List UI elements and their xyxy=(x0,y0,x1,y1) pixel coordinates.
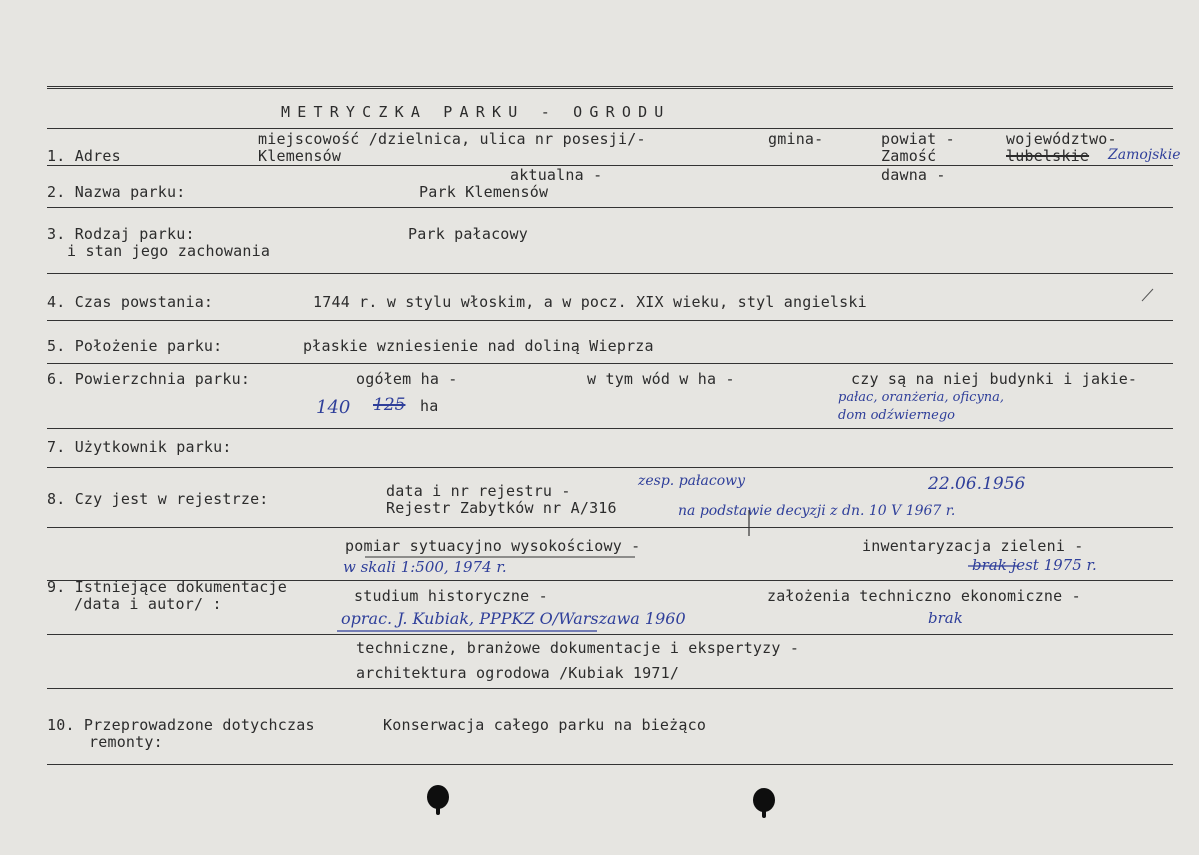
powiat-header: powiat - xyxy=(881,130,955,148)
row10-label: 10. Przeprowadzone dotychczas xyxy=(47,716,315,734)
water-area-header: w tym wód w ha - xyxy=(587,370,735,388)
park-type-value: Park pałacowy xyxy=(408,225,528,243)
row7-label: 7. Użytkownik parku: xyxy=(47,438,232,456)
study-header: studium historyczne - xyxy=(354,587,548,605)
row10-label-line2: remonty: xyxy=(89,733,163,751)
row4-label: 4. Czas powstania: xyxy=(47,293,214,311)
inventory-handwritten: brak jest 1975 r. xyxy=(972,556,1097,574)
registry-handwritten-date: 22.06.1956 xyxy=(928,474,1026,494)
location-value: płaskie wzniesienie nad doliną Wieprza xyxy=(303,337,654,355)
current-name-value: Park Klemensów xyxy=(419,183,549,201)
renovations-value: Konserwacja całego parku na bieżąco xyxy=(383,716,707,734)
row1-label: 1. Adres xyxy=(47,147,121,165)
buildings-handwritten-line1: pałac, oranżeria, oficyna, xyxy=(838,390,1005,405)
locality-header: miejscowość /dzielnica, ulica nr posesji/- xyxy=(258,130,646,148)
row9-label-line2: /data i autor/ : xyxy=(74,595,222,613)
econ-header: założenia techniczno ekonomiczne - xyxy=(767,587,1081,605)
rule-after-row4 xyxy=(47,320,1173,321)
powiat-value: Zamość xyxy=(881,147,937,165)
voivodeship-struck-value: lubelskie xyxy=(1006,147,1090,165)
inventory-strike xyxy=(968,562,1018,570)
survey-handwritten: w skali 1:500, 1974 r. xyxy=(343,558,507,576)
technical-docs-header: techniczne, branżowe dokumentacje i ekspertyzy - xyxy=(356,639,800,657)
row3-label: 3. Rodzaj parku: xyxy=(47,225,195,243)
bottom-rule xyxy=(47,764,1173,765)
rule-after-row8 xyxy=(47,527,1173,528)
top-rule xyxy=(47,86,1173,89)
buildings-header: czy są na niej budynki i jakie- xyxy=(851,370,1138,388)
former-name-header: dawna - xyxy=(881,166,946,184)
row5-label: 5. Położenie parku: xyxy=(47,337,223,355)
card-title: METRYCZKA PARKU - OGRODU xyxy=(281,103,671,121)
pen-stroke-mark xyxy=(1138,285,1158,305)
rule-row9-b xyxy=(47,634,1173,635)
pen-tick-mark xyxy=(744,508,754,538)
row9-label: 9. Istniejące dokumentacje xyxy=(47,578,287,596)
total-area-handwritten: 140 xyxy=(316,397,351,418)
gmina-header: gmina- xyxy=(768,130,824,148)
rule-after-row6 xyxy=(47,428,1173,429)
survey-underline xyxy=(365,553,635,561)
total-area-header: ogółem ha - xyxy=(356,370,458,388)
study-handwritten: oprac. J. Kubiak, PPPKZ O/Warszawa 1960 xyxy=(341,609,686,628)
creation-time-value: 1744 r. w stylu włoskim, a w pocz. XIX wieku, styl angielski xyxy=(313,293,867,311)
registry-value: Rejestr Zabytków nr A/316 xyxy=(386,499,617,517)
voivodeship-header: województwo- xyxy=(1006,130,1117,148)
voivodeship-handwritten: Zamojskie xyxy=(1108,147,1181,163)
locality-value: Klemensów xyxy=(258,147,342,165)
rule-after-row3 xyxy=(47,273,1173,274)
rule-after-row7 xyxy=(47,467,1173,468)
rule-after-row1 xyxy=(47,165,1173,166)
total-area-struck: 125 xyxy=(373,395,406,415)
rule-after-title xyxy=(47,128,1173,129)
punch-hole-left xyxy=(427,785,449,809)
row3-label-line2: i stan jego zachowania xyxy=(67,242,271,260)
punch-hole-right xyxy=(753,788,775,812)
row2-label: 2. Nazwa parku: xyxy=(47,183,186,201)
rule-after-row2 xyxy=(47,207,1173,208)
registry-handwritten-basis: na podstawie decyzji z dn. 10 V 1967 r. xyxy=(678,503,956,519)
technical-docs-value: architektura ogrodowa /Kubiak 1971/ xyxy=(356,664,680,682)
current-name-header: aktualna - xyxy=(510,166,603,184)
registry-handwritten-note: zesp. pałacowy xyxy=(638,473,746,489)
study-underline xyxy=(337,628,597,634)
econ-handwritten: brak xyxy=(928,609,963,627)
rule-after-row5 xyxy=(47,363,1173,364)
row6-label: 6. Powierzchnia parku: xyxy=(47,370,251,388)
survey-header: pomiar sytuacyjno wysokościowy - xyxy=(345,537,641,555)
rule-after-row9 xyxy=(47,688,1173,689)
total-area-unit: ha xyxy=(420,397,439,415)
inventory-header: inwentaryzacja zieleni - xyxy=(862,537,1084,555)
row8-label: 8. Czy jest w rejestrze: xyxy=(47,490,269,508)
registry-header: data i nr rejestru - xyxy=(386,482,571,500)
buildings-handwritten-line2: dom odźwiernego xyxy=(838,408,956,423)
